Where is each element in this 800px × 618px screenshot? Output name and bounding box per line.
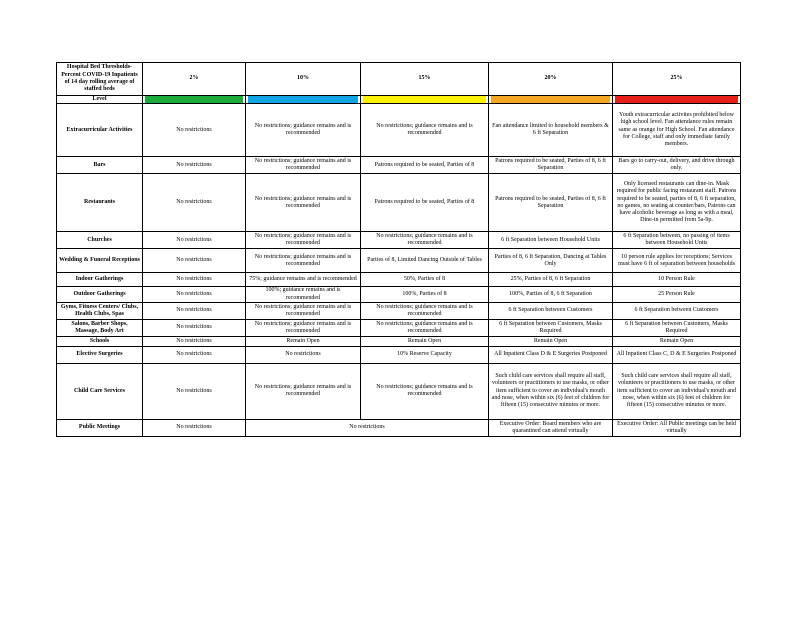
table-row: [57, 249, 741, 273]
swatch-fill: [491, 96, 610, 103]
table-row: [57, 336, 741, 346]
restriction-cell-green: No restrictions: [143, 273, 246, 287]
row-category-label: Extracurricular Activities: [57, 104, 143, 157]
restriction-cell-red: Youth extracurricular activites prohibited below high school level. Fan attendance rules remain same as orange for High School. Fan attendance for College, staff and only immediate family members.: [613, 104, 741, 157]
restriction-cell-green: No restrictions: [143, 319, 246, 336]
row-category-label: Public Meetings: [57, 419, 143, 436]
restriction-cell-yellow: No restrictions; guidance remains and is recommended: [361, 104, 489, 157]
restriction-cell-blue: Remain Open: [246, 336, 361, 346]
row-category-label: Elective Surgeries: [57, 346, 143, 363]
restriction-cell-orange: All Inpatient Class D & E Surgeries Postponed: [489, 346, 613, 363]
restriction-cell-orange: Such child care services shall require all staff, volunteers or practitioners to use masks, or other item sufficient to cover an individual's mouth and nose, when within six (6) feet of children for fifteen (15) consecutive minutes or more.: [489, 363, 613, 419]
restriction-cell-green: No restrictions: [143, 419, 246, 436]
restriction-cell-red: Executive Order: All Public meetings can be held virtually: [613, 419, 741, 436]
table-row: [57, 346, 741, 363]
restriction-cell-red: Bars go to carry-out, delivery, and drive through only.: [613, 157, 741, 174]
table-row: [57, 419, 741, 436]
restriction-cell-yellow: No restrictions; guidance remains and is recommended: [361, 232, 489, 249]
restriction-cell-yellow: 100%, Parties of 8: [361, 287, 489, 303]
restriction-cell-green: No restrictions: [143, 287, 246, 303]
restriction-cell-yellow: No restrictions; guidance remains and is recommended: [361, 363, 489, 419]
restriction-cell-blue: No restrictions; guidance remains and is recommended: [246, 232, 361, 249]
restriction-cell-yellow: 50%, Parties of 8: [361, 273, 489, 287]
restriction-cell-green: No restrictions: [143, 157, 246, 174]
restriction-cell-green: No restrictions: [143, 363, 246, 419]
restriction-cell-orange: 6 ft Separation between Household Units: [489, 232, 613, 249]
restriction-cell-orange: Remain Open: [489, 336, 613, 346]
table-row: [57, 104, 741, 157]
restriction-cell-orange: 6 ft Separation between Customers, Masks Required: [489, 319, 613, 336]
row-category-label: Outdoor Gatherings: [57, 287, 143, 303]
table-row: [57, 363, 741, 419]
restriction-cell-red: 10 person rule applies for receptions; Services must have 6 ft of separation between households: [613, 249, 741, 273]
row-category-label: Churches: [57, 232, 143, 249]
restriction-cell-orange: Patrons required to be seated, Parties of 8, 6 ft Separation: [489, 157, 613, 174]
row-category-label: Child Care Services: [57, 363, 143, 419]
threshold-header: Hospital Bed Thresholds- Percent COVID-19 Inpatients of 14 day rolling average of staffed beds: [57, 63, 143, 96]
level-swatch-blue: [246, 96, 361, 104]
restriction-cell-yellow: Patrons required to be seated, Parties of 8: [361, 174, 489, 232]
row-category-label: Wedding & Funeral Receptions: [57, 249, 143, 273]
restriction-cell-yellow: 10% Reserve Capacity: [361, 346, 489, 363]
level-header-2: 2%: [143, 63, 246, 96]
level-swatch-red: [613, 96, 741, 104]
restriction-cell-blue: No restrictions; guidance remains and is recommended: [246, 104, 361, 157]
restriction-cell-yellow: No restrictions; guidance remains and is recommended: [361, 319, 489, 336]
swatch-fill: [363, 96, 486, 103]
restriction-cell-green: No restrictions: [143, 174, 246, 232]
restriction-cell-green: No restrictions: [143, 104, 246, 157]
row-category-label: Schools: [57, 336, 143, 346]
level-label: Level: [57, 96, 143, 104]
level-swatch-orange: [489, 96, 613, 104]
row-category-label: Gyms, Fitness Centers/ Clubs, Health Clubs, Spas: [57, 302, 143, 319]
restriction-cell-orange: 25%, Parties of 8, 6 ft Separation: [489, 273, 613, 287]
table-row: [57, 302, 741, 319]
restriction-cell-red: Remain Open: [613, 336, 741, 346]
restriction-cell-blue: 75%; guidance remains and is recommended: [246, 273, 361, 287]
swatch-fill: [615, 96, 738, 103]
swatch-fill: [145, 96, 243, 103]
table-row: [57, 174, 741, 232]
table-row: [57, 157, 741, 174]
level-row: [57, 96, 741, 104]
restriction-cell-blue: No restrictions; guidance remains and is recommended: [246, 174, 361, 232]
level-header-20: 20%: [489, 63, 613, 96]
restriction-cell-yellow: Patrons required to be seated, Parties of 8: [361, 157, 489, 174]
restriction-cell-blue: 100%; guidance remains and is recommended: [246, 287, 361, 303]
restriction-cell-green: No restrictions: [143, 302, 246, 319]
restriction-cell-orange: Patrons required to be seated, Parties of 8, 6 ft Separation: [489, 174, 613, 232]
swatch-fill: [248, 96, 358, 103]
level-header-25: 25%: [613, 63, 741, 96]
restriction-cell-green: No restrictions: [143, 232, 246, 249]
restriction-cell-yellow: Parties of 8, Limited Dancing Outside of Tables: [361, 249, 489, 273]
restriction-cell-yellow: No restrictions; guidance remains and is recommended: [361, 302, 489, 319]
restriction-cell-green: No restrictions: [143, 346, 246, 363]
restriction-cell-red: All Inpatient Class C, D & E Surgeries Postponed: [613, 346, 741, 363]
restriction-cell-red: Such child care services shall require all staff, volunteers or practitioners to use masks, or other item sufficient to cover an individual's mouth and nose, when within six (6) feet of children for fifteen (15) consecutive minutes or more.: [613, 363, 741, 419]
restrictions-table: [56, 62, 741, 437]
table-row: [57, 287, 741, 303]
restriction-cell-orange: 6 ft Separation between Customers: [489, 302, 613, 319]
restriction-cell-orange: 100%, Parties of 8, 6 ft Separation: [489, 287, 613, 303]
restriction-cell-red: 25 Person Rule: [613, 287, 741, 303]
restriction-cell-blue: No restrictions; guidance remains and is recommended: [246, 302, 361, 319]
row-category-label: Restaurants: [57, 174, 143, 232]
restriction-cell-blue: No restrictions; guidance remains and is recommended: [246, 363, 361, 419]
level-swatch-yellow: [361, 96, 489, 104]
table-row: [57, 273, 741, 287]
restriction-cell-blue: No restrictions; guidance remains and is recommended: [246, 249, 361, 273]
header-row: [57, 63, 741, 96]
restriction-cell-red: 10 Person Rule: [613, 273, 741, 287]
table-row: [57, 319, 741, 336]
restriction-cell-red: 6 ft Separation between Customers: [613, 302, 741, 319]
level-header-15: 15%: [361, 63, 489, 96]
row-category-label: Salons, Barber Shops, Massage, Body Art: [57, 319, 143, 336]
table-row: [57, 232, 741, 249]
restriction-cell-green: No restrictions: [143, 336, 246, 346]
restriction-cell-blue: No restrictions; guidance remains and is recommended: [246, 157, 361, 174]
level-swatch-green: [143, 96, 246, 104]
restriction-cell-green: No restrictions: [143, 249, 246, 273]
level-header-10: 10%: [246, 63, 361, 96]
row-category-label: Bars: [57, 157, 143, 174]
restriction-cell-red: 6 ft Separation between, no passing of items between Household Units: [613, 232, 741, 249]
restriction-cell-yellow: Remain Open: [361, 336, 489, 346]
restriction-cell-orange: Parties of 8, 6 ft Separation, Dancing at Tables Only: [489, 249, 613, 273]
restriction-cell-red: 6 ft Separation between Customers, Masks Required: [613, 319, 741, 336]
restriction-cell-blue: No restrictions; guidance remains and is recommended: [246, 319, 361, 336]
row-category-label: Indoor Gatherings: [57, 273, 143, 287]
restriction-cell-blue: No restrictions: [246, 346, 361, 363]
restriction-cell-red: Only licensed restaurants can dine-in. Mask required for public facing restaurant staff. Patrons required to be seated, parties of 8, 6 ft separation, no games, no seating at counter/bars, Patrons can have alcoholic beverage as long as with a meal, Dine-in permitted from 5a-9p.: [613, 174, 741, 232]
restriction-cell-orange: Executive Order: Board members who are quarantined can attend virtually: [489, 419, 613, 436]
restriction-cell-blue: No restrictions: [246, 419, 489, 436]
restriction-cell-orange: Fan attendance limited to household members & 6 ft Separation: [489, 104, 613, 157]
